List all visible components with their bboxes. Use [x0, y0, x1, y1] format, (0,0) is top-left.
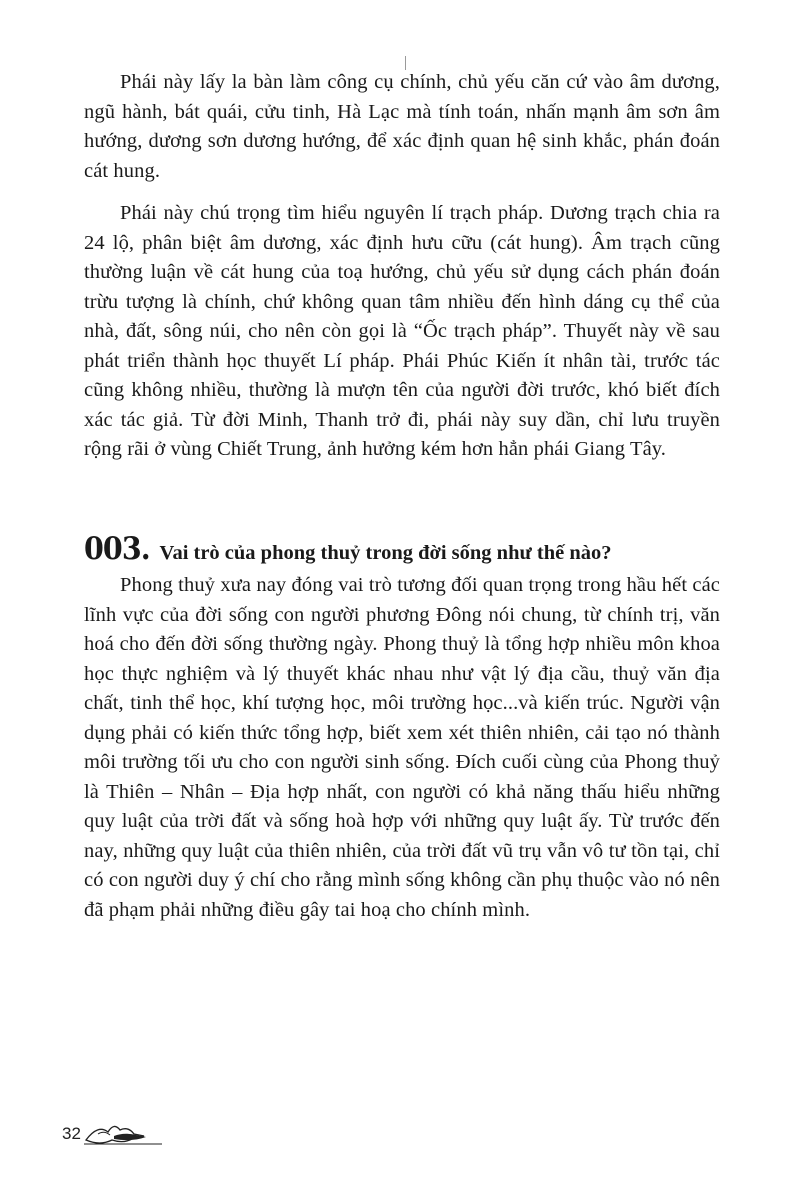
section-heading — [84, 531, 724, 567]
page-footer — [62, 1120, 182, 1150]
paragraph-2: Phái này chú trọng tìm hiểu nguyên lí trạch pháp. Dương trạch chia ra 24 lộ, phân biệt âm dương, xác định hưu cữu (cát hung). Âm trạch cũng thường luận về cát hung của toạ hướng, chủ yếu sử dụng cách phán đoán trừu tượng là chính, chứ không quan tâm nhiều đến hình dáng cụ thể của nhà, đất, sông núi, cho nên còn gọi là “Ốc trạch pháp”. Thuyết này về sau phát triển thành học thuyết Lí pháp. Phái Phúc Kiến ít nhân tài, trước tác cũng không nhiều, thường là mượn tên của người đời trước, khó biết đích xác tác giả. Từ đời Minh, Thanh trở đi, phái này suy dần, chỉ lưu truyền rộng rãi ở vùng Chiết Trung, ảnh hưởng kém hơn hẳn phái Giang Tây. — [84, 202, 720, 460]
page-number: 32 — [62, 1124, 81, 1143]
paragraph-3: Phong thuỷ xưa nay đóng vai trò tương đối quan trọng trong hầu hết các lĩnh vực của đời sống con người phương Đông nói chung, từ chính trị, văn hoá cho đến đời sống thường ngày. Phong thuỷ là tổng hợp nhiều môn khoa học thực nghiệm và lý thuyết khác nhau như vật lý địa cầu, thuỷ văn địa chất, tinh thể học, khí tượng học, môi trường học...và kiến trúc. Người vận dụng phải có kiến thức tổng hợp, biết xem xét thiên nhiên, cải tạo nó thành môi trường tối ưu cho con người sinh sống. Đích cuối cùng của Phong thuỷ là Thiên – Nhân – Địa hợp nhất, con người có khả năng thấu hiểu những quy luật của trời đất và sống hoà hợp với những quy luật ấy. Từ trước đến nay, những quy luật của thiên nhiên, của trời đất vũ trụ vẫn vô tư tồn tại, chỉ có con người duy ý chí cho rằng mình sống không cần phụ thuộc vào nó nên đã phạm phải những điều gây tai hoạ cho chính mình. — [84, 574, 720, 921]
text-block-bottom — [84, 571, 720, 925]
paragraph-1: Phái này lấy la bàn làm công cụ chính, chủ yếu căn cứ vào âm dương, ngũ hành, bát quái, cửu tinh, Hà Lạc mà tính toán, nhấn mạnh âm sơn âm hướng, dương sơn dương hướng, để xác định quan hệ sinh khắc, phán đoán cát hung. — [84, 71, 720, 182]
section-title: Vai trò của phong thuỷ trong đời sống như thế nào? — [159, 542, 612, 564]
section-number: 003. — [84, 531, 150, 567]
text-block-top — [84, 68, 720, 465]
swallow-ornament-icon — [84, 1120, 164, 1148]
